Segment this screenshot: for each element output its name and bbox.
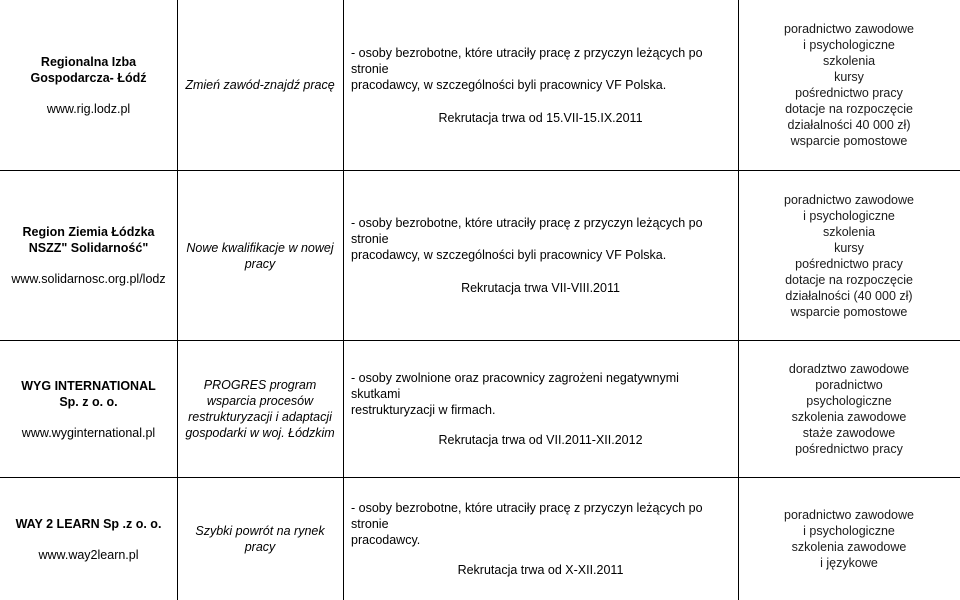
recruitment-period: Rekrutacja trwa od VII.2011-XII.2012: [438, 433, 643, 447]
recruitment-period: Rekrutacja trwa VII-VIII.2011: [461, 281, 620, 295]
service-item: i psychologiczne: [803, 208, 895, 223]
description-line: - osoby zwolnione oraz pracownicy zagrożeni negatywnymi skutkami: [351, 371, 679, 401]
service-item: i psychologiczne: [803, 38, 895, 52]
description-line: - osoby bezrobotne, które utraciły pracę z przyczyn leżących po stronie: [351, 216, 703, 246]
service-item: szkolenia: [822, 224, 876, 239]
org-name-line: Regionalna Izba: [40, 54, 137, 69]
service-item: poradnictwo zawodowe: [784, 508, 914, 522]
recruitment-period: Rekrutacja trwa od 15.VII-15.IX.2011: [438, 110, 643, 125]
service-item: działalności 40 000 zł): [787, 118, 911, 132]
program-name-line: Zmień zawód-znajdź pracę: [185, 78, 335, 92]
org-cell: [0, 171, 177, 340]
description-line: restrukturyzacji w firmach.: [351, 403, 496, 417]
program-name-line: Nowe kwalifikacje w nowej: [186, 240, 334, 255]
recruitment-period: Rekrutacja trwa od X-XII.2011: [457, 563, 624, 577]
org-name-line: WAY 2 LEARN Sp .z o. o.: [15, 516, 162, 531]
org-cell: [0, 478, 177, 600]
org-name-line: Sp. z o. o.: [59, 394, 118, 409]
program-cell: [177, 171, 343, 340]
service-item: wsparcie pomostowe: [790, 304, 908, 319]
service-item: szkolenia zawodowe: [791, 540, 907, 554]
service-item: poradnictwo zawodowe: [784, 192, 914, 207]
services-cell: [738, 0, 960, 170]
org-website-link[interactable]: www.solidarnosc.org.pl/lodz: [11, 272, 166, 286]
service-item: pośrednictwo pracy: [795, 442, 903, 456]
program-name-line: gospodarki w woj. Łódzkim: [185, 426, 335, 440]
service-item: wsparcie pomostowe: [790, 134, 908, 148]
program-cell: [177, 0, 343, 170]
program-name-line: wsparcia procesów: [206, 394, 314, 408]
service-item: pośrednictwo pracy: [795, 86, 903, 100]
service-item: kursy: [834, 70, 864, 84]
program-name-line: Szybki powrót na rynek: [195, 524, 325, 538]
org-cell: [0, 341, 177, 477]
service-item: dotacje na rozpoczęcie: [785, 102, 913, 116]
program-name-line: PROGRES program: [203, 378, 317, 392]
org-name-line: Region Ziemia Łódzka: [22, 225, 155, 239]
org-name-line: WYG INTERNATIONAL: [21, 378, 156, 393]
description-line: - osoby bezrobotne, które utraciły pracę z przyczyn leżących po stronie: [351, 45, 703, 76]
org-website-link[interactable]: www.way2learn.pl: [38, 547, 139, 562]
services-cell: [738, 171, 960, 340]
service-item: poradnictwo: [815, 378, 883, 392]
service-item: szkolenia zawodowe: [791, 410, 907, 424]
org-name-line: NSZZ" Solidarność": [28, 241, 149, 255]
org-website-link[interactable]: www.rig.lodz.pl: [46, 101, 131, 116]
service-item: dotacje na rozpoczęcie: [785, 272, 913, 287]
program-cell: [177, 341, 343, 477]
description-cell: [343, 341, 738, 477]
services-cell: [738, 478, 960, 600]
service-item: kursy: [834, 240, 864, 255]
service-item: i językowe: [820, 556, 878, 570]
description-cell: [343, 171, 738, 340]
service-item: psychologiczne: [806, 394, 892, 408]
program-name-line: pracy: [244, 256, 276, 271]
description-cell: [343, 0, 738, 170]
description-line: - osoby bezrobotne, które utraciły pracę z przyczyn leżących po stronie: [351, 501, 703, 531]
org-website-link[interactable]: www.wyginternational.pl: [21, 425, 156, 440]
service-item: pośrednictwo pracy: [795, 256, 903, 271]
description-line: pracodawcy, w szczególności byli pracownicy VF Polska.: [351, 248, 667, 262]
description-line: pracodawcy.: [351, 533, 421, 547]
service-item: poradnictwo zawodowe: [784, 22, 914, 36]
program-cell: [177, 478, 343, 600]
program-name-line: restrukturyzacji i adaptacji: [188, 410, 332, 424]
description-line: pracodawcy, w szczególności byli pracownicy VF Polska.: [351, 77, 667, 92]
org-name-line: Gospodarcza- Łódź: [30, 70, 147, 85]
program-name-line: pracy: [244, 540, 276, 554]
org-cell: [0, 0, 177, 170]
service-item: staże zawodowe: [802, 426, 896, 440]
service-item: doradztwo zawodowe: [788, 362, 910, 376]
service-item: i psychologiczne: [803, 524, 895, 538]
services-cell: [738, 341, 960, 477]
service-item: działalności (40 000 zł): [785, 288, 913, 303]
description-cell: [343, 478, 738, 600]
service-item: szkolenia: [822, 54, 876, 68]
